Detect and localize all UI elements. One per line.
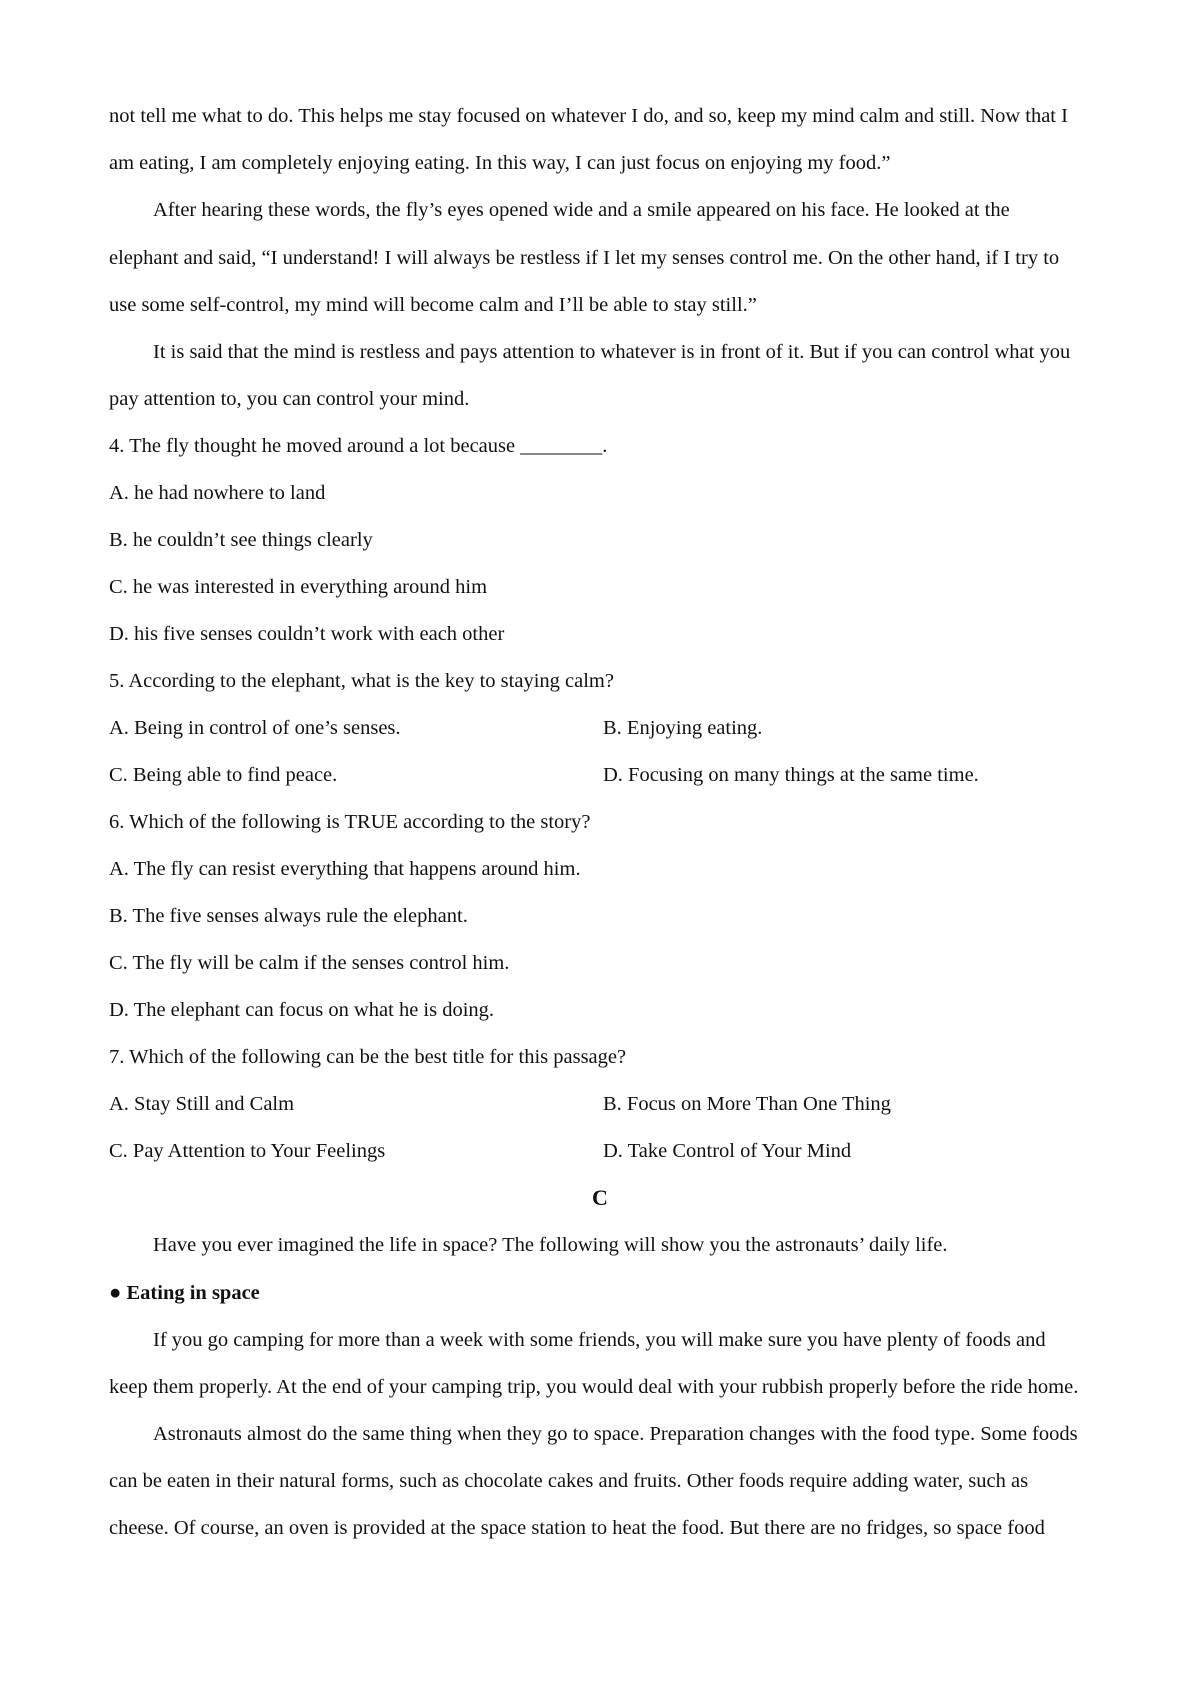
section-c-heading: C: [592, 1185, 608, 1210]
passage-line: pay attention to, you can control your mind.: [109, 388, 470, 410]
section-c-line: can be eaten in their natural forms, such as chocolate cakes and fruits. Other foods require adding water, such as: [109, 1470, 1029, 1492]
passage-line: not tell me what to do. This helps me stay focused on whatever I do, and so, keep my mind calm and still. Now that I: [109, 105, 1068, 127]
question-4-stem: 4. The fly thought he moved around a lot because ________.: [109, 435, 608, 457]
question-6-option-d: D. The elephant can focus on what he is doing.: [109, 999, 495, 1021]
question-6-option-a: A. The fly can resist everything that happens around him.: [109, 858, 581, 880]
question-5-stem: 5. According to the elephant, what is the key to staying calm?: [109, 670, 614, 692]
question-6-option-c: C. The fly will be calm if the senses control him.: [109, 952, 510, 974]
question-7-option-b: B. Focus on More Than One Thing: [603, 1093, 891, 1115]
question-4-option-b: B. he couldn’t see things clearly: [109, 529, 373, 551]
passage-line: After hearing these words, the fly’s eyes opened wide and a smile appeared on his face. He looked at the: [153, 199, 1010, 221]
question-7-option-d: D. Take Control of Your Mind: [603, 1140, 852, 1162]
question-5-option-b: B. Enjoying eating.: [603, 717, 763, 739]
question-7-option-a: A. Stay Still and Calm: [109, 1093, 295, 1115]
section-c-line: Astronauts almost do the same thing when they go to space. Preparation changes with the food type. Some foods: [153, 1423, 1078, 1445]
section-c-line: If you go camping for more than a week with some friends, you will make sure you have plenty of foods and: [153, 1329, 1046, 1351]
question-5-option-a: A. Being in control of one’s senses.: [109, 717, 401, 739]
passage-line: It is said that the mind is restless and pays attention to whatever is in front of it. But if you can control what you: [153, 341, 1071, 363]
question-4-option-a: A. he had nowhere to land: [109, 482, 326, 504]
question-5-option-c: C. Being able to find peace.: [109, 764, 338, 786]
passage-line: am eating, I am completely enjoying eating. In this way, I can just focus on enjoying my food.”: [109, 152, 891, 174]
question-7-option-c: C. Pay Attention to Your Feelings: [109, 1140, 386, 1162]
passage-line: use some self-control, my mind will become calm and I’ll be able to stay still.”: [109, 294, 757, 316]
question-4-option-c: C. he was interested in everything around him: [109, 576, 488, 598]
question-6-stem: 6. Which of the following is TRUE according to the story?: [109, 811, 591, 833]
question-7-stem: 7. Which of the following can be the best title for this passage?: [109, 1046, 627, 1068]
section-c-line: keep them properly. At the end of your camping trip, you would deal with your rubbish properly before the ride home.: [109, 1376, 1079, 1398]
question-5-option-d: D. Focusing on many things at the same time.: [603, 764, 979, 786]
question-4-option-d: D. his five senses couldn’t work with each other: [109, 623, 505, 645]
section-c-line: cheese. Of course, an oven is provided at the space station to heat the food. But there are no fridges, so space food: [109, 1517, 1045, 1539]
section-c-subheading: ● Eating in space: [109, 1282, 260, 1304]
section-c-intro: Have you ever imagined the life in space? The following will show you the astronauts’ daily life.: [153, 1234, 948, 1256]
question-6-option-b: B. The five senses always rule the elephant.: [109, 905, 468, 927]
passage-line: elephant and said, “I understand! I will always be restless if I let my senses control me. On the other hand, if I try to: [109, 247, 1060, 269]
